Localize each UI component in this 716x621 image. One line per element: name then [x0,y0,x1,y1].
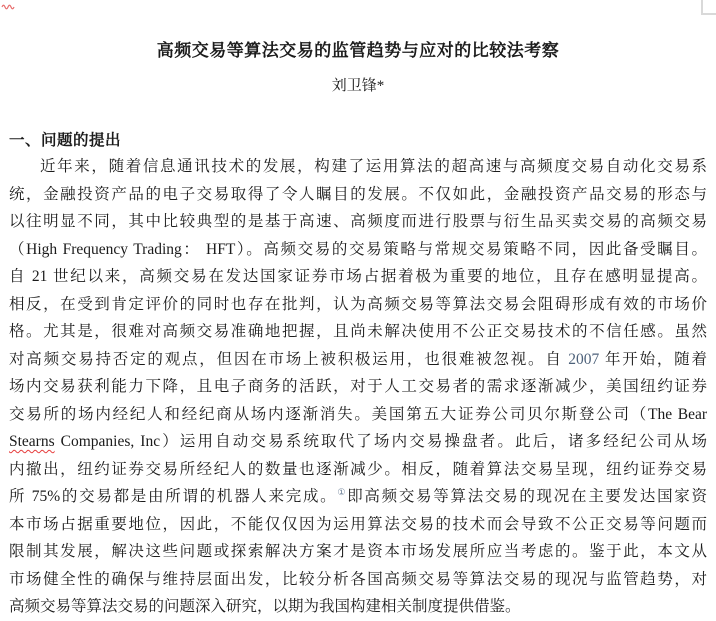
year-value: 2007 [568,350,600,368]
paragraph-line: 以往明显不同，其中比较典型的是基于高速、高频度而进行股票与衍生品买卖交易的高频交易 [9,213,707,230]
paragraph-line: 交易所的场内经纪人和经纪商从场内逐渐消失。美国第五大证券公司贝尔斯登公司（The Bear [9,405,707,423]
paragraph-line: 统，金融投资产品的电子交易取得了令人瞩目的发展。不仅如此，金融投资产品交易的形态与 [9,185,707,203]
paragraph-line: 市场健全性的确保与维持层面出发，比较分析各国高频交易等算法交易的现况与监管趋势，对 [9,570,707,588]
paragraph-line [9,428,707,456]
line-text: 所 75%的交易都是由所谓的机器人来完成。 [9,488,338,505]
paragraph-line: 内撤出，纽约证券交易所经纪人的数量也逐渐减少。相反，随着算法交易呈现，纽约证券交易 [9,460,707,478]
spellcheck-squiggle-artifact [1,2,15,10]
paragraph-line: 自 21 世纪以来，高频交易在发达国家证券市场占据着极为重要的地位，且存在感明显提高。 [9,268,707,285]
paragraph-line: 格。尤其是，很难对高频交易准确地把握，且尚未解决使用不公正交易技术的不信任感。虽然 [9,323,707,340]
paragraph-line: 相反，在受到肯定评价的同时也存在批判，认为高频交易等算法交易会阻碍形成有效的市场价 [9,295,707,313]
paragraph-line: 限制其发展，解决这些问题或探索解决方案才是资本市场发展所应当考虑的。鉴于此，本文从 [9,543,707,560]
line-text: Companies, Inc）运用自动交易系统取代了场内交易操盘者。此后，诸多经纪公司从场 [54,433,707,450]
paragraph-line: （High Frequency Trading： HFT）。高频交易的交易策略与常规交易策略不同，因此备受瞩目。 [9,240,707,258]
misspelled-word: Stearns [9,433,55,450]
paragraph-line [9,346,707,374]
line-text: 年开始，随着 [599,350,707,368]
line-text: 对高频交易持否定的观点，但因在市场上被积极运用，也很难被忽视。自 [9,350,569,368]
scrollbar-vertical-edge[interactable] [701,0,703,14]
section-heading: 一、问题的提出 [9,132,122,149]
paragraph-line [9,483,707,511]
paragraph-line: 本市场占据重要地位，因此，不能仅仅因为运用算法交易的技术而会导致不公正交易等问题而 [9,515,707,533]
line-text: 即高频交易等算法交易的现况在主要发达国家资 [347,488,707,505]
scrollbar-horizontal-edge[interactable] [701,13,716,15]
footnote-marker: ① [337,486,348,497]
author-name: 刘卫锋* [331,78,385,94]
paragraph-line: 近年来，随着信息通讯技术的发展，构建了运用算法的超高速与高频度交易自动化交易系 [40,158,707,175]
paragraph-line: 高频交易等算法交易的问题深入研究，以期为我国构建相关制度提供借鉴。 [9,598,521,615]
document-title: 高频交易等算法交易的监管趋势与应对的比较法考察 [156,41,560,60]
paragraph-body [9,153,707,621]
paragraph-line: 场内交易获利能力下降，且电子商务的活跃，对于人工交易者的需求逐渐减少，美国纽约证券 [9,378,707,395]
